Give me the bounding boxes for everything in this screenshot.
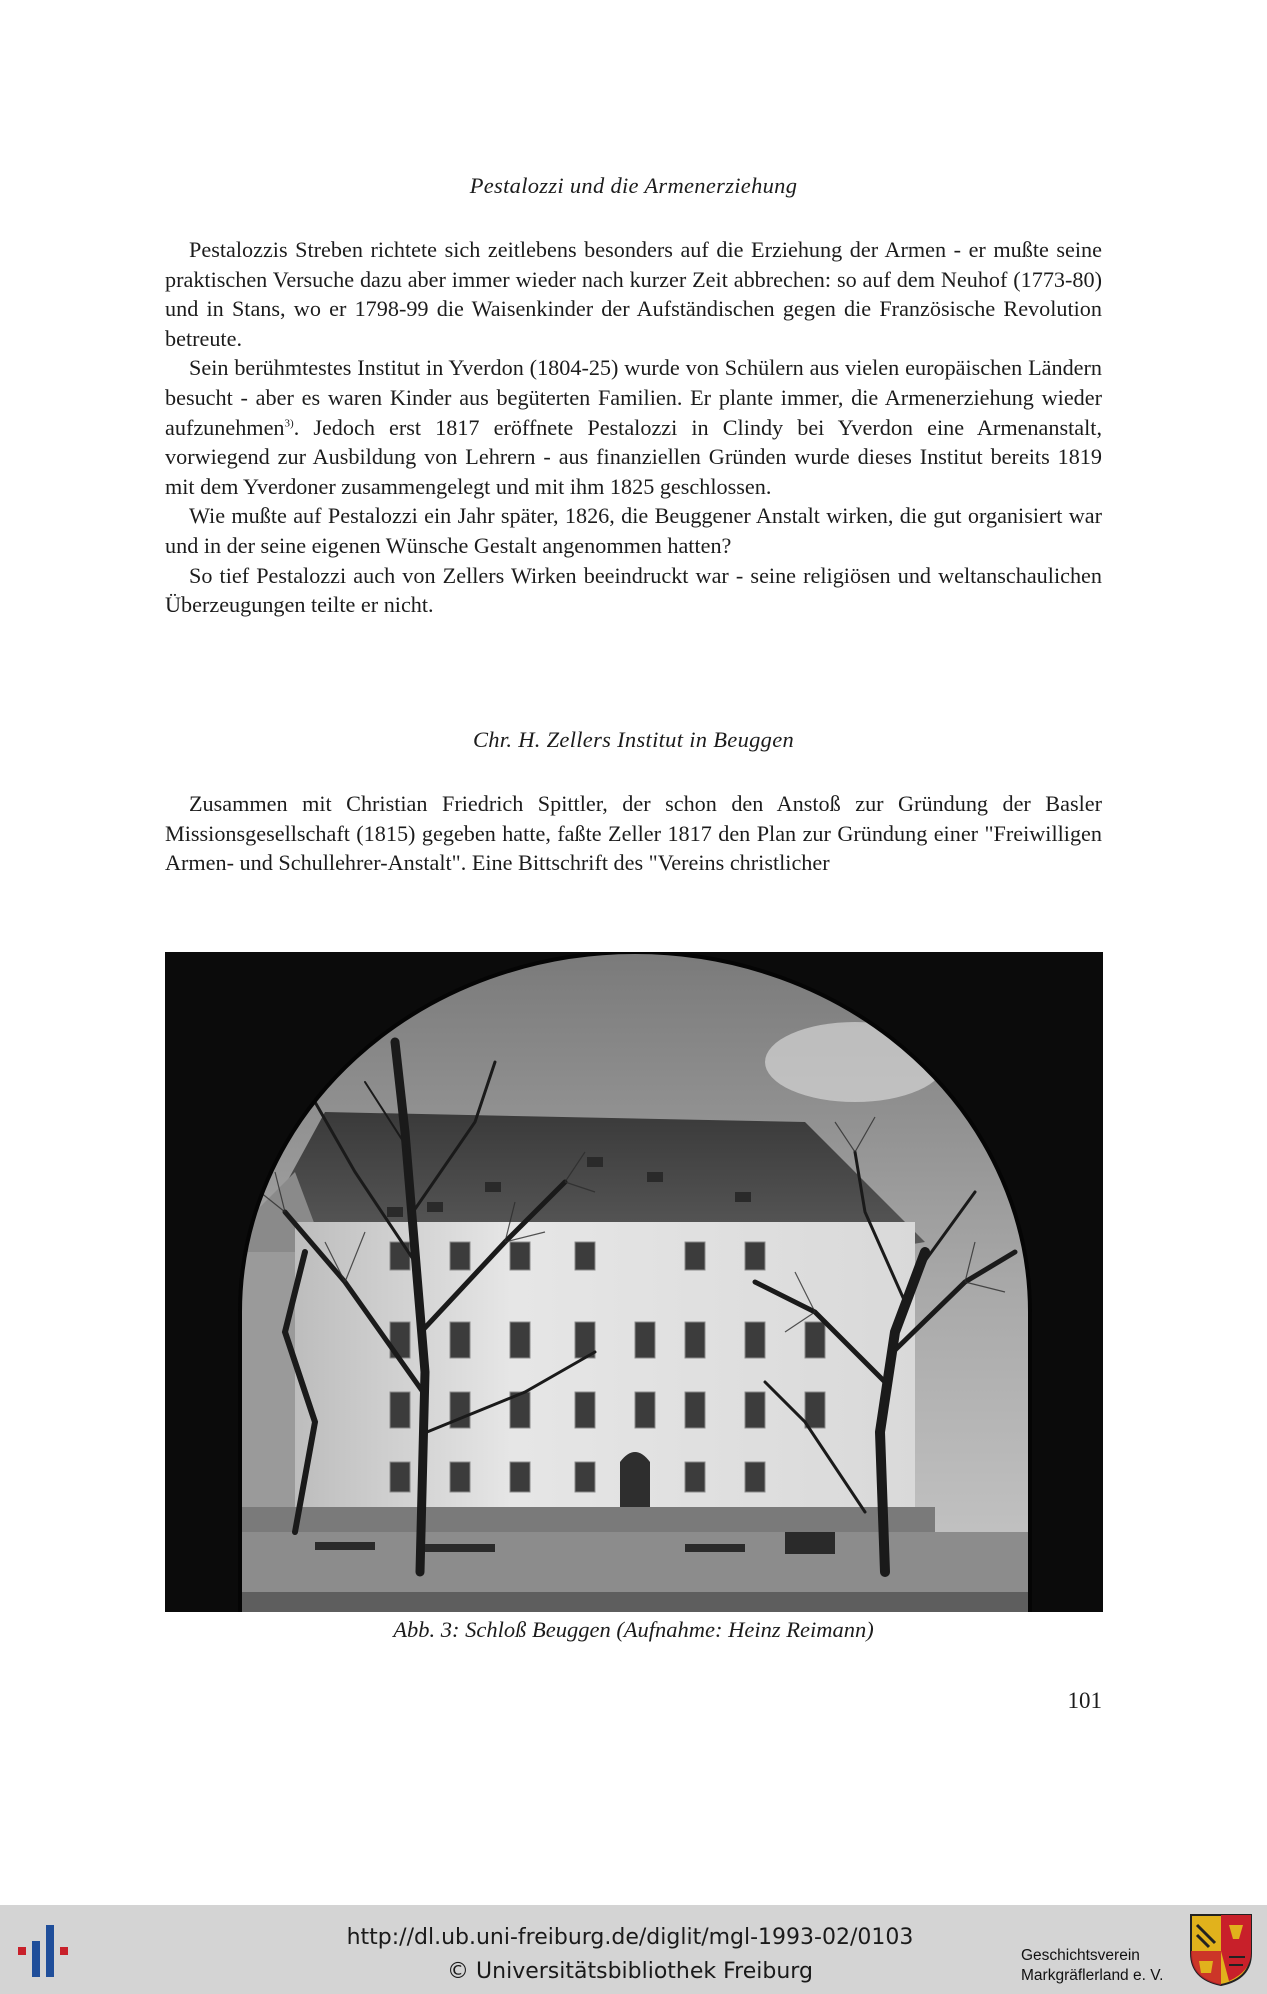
footer-url-link[interactable]: http://dl.ub.uni-freiburg.de/diglit/mgl-1993-02/0103	[346, 1925, 914, 1950]
ub-freiburg-logo-icon[interactable]	[16, 1925, 82, 1977]
page-number: 101	[1067, 1688, 1102, 1713]
paragraph-1: Pestalozzis Streben richtete sich zeitlebens besonders auf die Erziehung der Armen - er mußte seine praktischen Versuche dazu aber immer wieder nach kurzer Zeit abbrechen: so auf dem Neuhof (1773-80) und in Stans, wo er 1798-99 die Waisenkinder der Aufständischen gegen die Französische Revolution betreute.	[165, 237, 1102, 351]
text-block-pestalozzi	[165, 235, 1102, 620]
photo-schloss-beuggen	[165, 952, 1103, 1612]
paragraph-5: Zusammen mit Christian Friedrich Spittler, der schon den Anstoß zur Gründung der Basler Missionsgesellschaft (1815) gegeben hatte, faßte Zeller 1817 den Plan zur Gründung einer "Freiwilligen Armen- und Schullehrer-Anstalt". Eine Bittschrift des "Vereins christlicher	[165, 791, 1102, 876]
paragraph-2	[165, 353, 1102, 501]
paragraph-2-text: Sein berühmtestes Institut in Yverdon (1804-25) wurde von Schülern aus vielen europäischen Ländern besucht - aber es waren Kinder aus begüterten Familien. Er plante immer, die Armenerziehung wieder aufzunehmen	[165, 355, 1102, 440]
section-heading-zeller: Chr. H. Zellers Institut in Beuggen	[472, 727, 795, 752]
footer-copyright: © Universitätsbibliothek Freiburg	[447, 1959, 813, 1984]
figure-caption: Abb. 3: Schloß Beuggen (Aufnahme: Heinz Reimann)	[393, 1617, 874, 1642]
coat-of-arms-icon	[1189, 1913, 1253, 1987]
footer-org-line1: Geschichtsverein	[1021, 1947, 1140, 1964]
paragraph-3: Wie mußte auf Pestalozzi ein Jahr später, 1826, die Beuggener Anstalt wirken, die gut organisiert war und in der seine eigenen Wünsche Gestalt angenommen hatten?	[165, 503, 1102, 558]
paragraph-4: So tief Pestalozzi auch von Zellers Wirken beeindruckt war - seine religiösen und weltanschaulichen Überzeugungen teilte er nicht.	[165, 562, 1102, 618]
text-block-zeller	[165, 789, 1102, 878]
footnote-reference[interactable]: 3)	[284, 417, 294, 430]
section-heading-pestalozzi: Pestalozzi und die Armenerziehung	[469, 173, 798, 198]
footer-bar	[0, 1905, 1267, 1994]
footer-org-line2: Markgräflerland e. V.	[1021, 1967, 1164, 1984]
paragraph-2-continued: . Jedoch erst 1817 eröffnete Pestalozzi in Clindy bei Yverdon eine Armenanstalt, vorwiegend zur Ausbildung von Lehrern - aus finanziellen Gründen wurde dieses Institut bereits 1819 mit dem Yverdoner zusammengelegt und mit ihm 1825 geschlossen.	[165, 414, 1102, 499]
